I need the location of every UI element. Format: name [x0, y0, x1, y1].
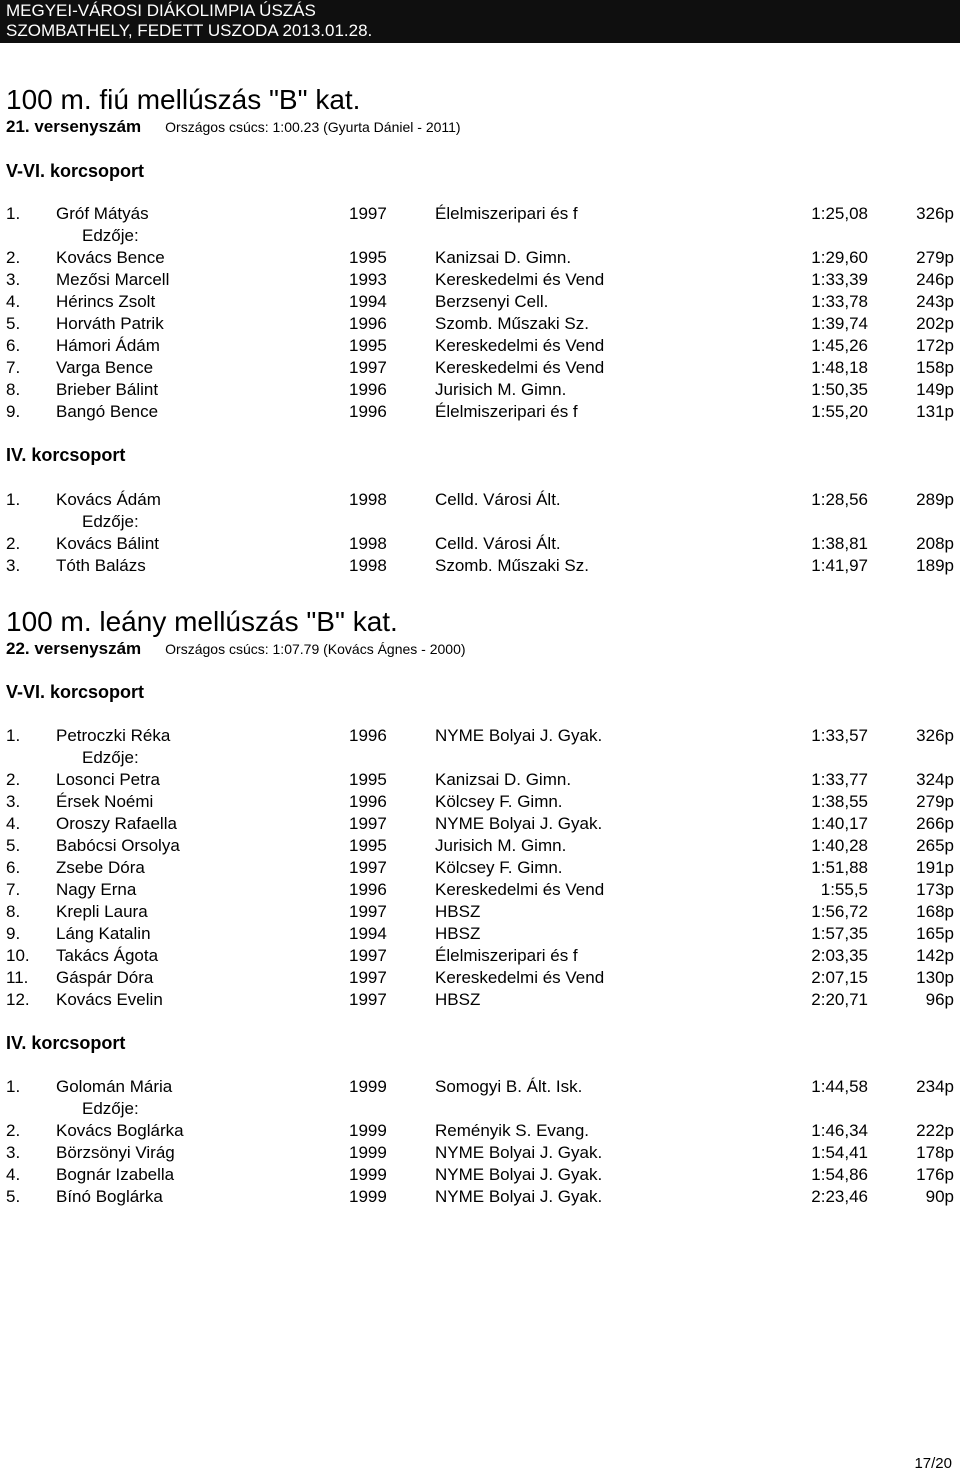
year-cell: 1995 — [349, 248, 387, 267]
time-cell: 1:54,86 — [811, 1165, 868, 1184]
event-subtitle — [6, 116, 461, 138]
result-row — [0, 725, 960, 747]
club-cell: Kölcsey F. Gimn. — [435, 858, 563, 877]
club-cell: Kölcsey F. Gimn. — [435, 792, 563, 811]
club-cell: Kereskedelmi és Vend — [435, 968, 605, 987]
year-cell: 1997 — [349, 968, 387, 987]
coach-label: Edzője: — [82, 748, 139, 767]
club-cell: Berzsenyi Cell. — [435, 292, 549, 311]
rank-cell: 8. — [6, 380, 21, 399]
club-cell: Reményik S. Evang. — [435, 1121, 590, 1140]
name-cell: Petroczki Réka — [56, 726, 171, 745]
name-cell: Bínó Boglárka — [56, 1187, 163, 1206]
club-cell: Kanizsai D. Gimn. — [435, 770, 572, 789]
year-cell: 1994 — [349, 924, 387, 943]
name-cell: Bognár Izabella — [56, 1165, 175, 1184]
name-cell: Takács Ágota — [56, 946, 159, 965]
result-row — [0, 1142, 960, 1164]
coach-label: Edzője: — [82, 1099, 139, 1118]
rank-cell: 4. — [6, 814, 21, 833]
club-cell: Kereskedelmi és Vend — [435, 358, 605, 377]
rank-cell: 1. — [6, 1077, 21, 1096]
name-cell: Krepli Laura — [56, 902, 148, 921]
rank-cell: 4. — [6, 292, 21, 311]
rank-cell: 2. — [6, 770, 21, 789]
time-cell: 1:50,35 — [811, 380, 868, 399]
name-cell: Varga Bence — [56, 358, 154, 377]
name-cell: Kovács Bálint — [56, 534, 159, 553]
rank-cell: 2. — [6, 534, 21, 553]
points-cell: 191p — [916, 858, 954, 877]
rank-cell: 5. — [6, 1187, 21, 1206]
name-cell: Érsek Noémi — [56, 792, 154, 811]
result-row — [0, 791, 960, 813]
rank-cell: 3. — [6, 556, 21, 575]
result-row — [0, 1186, 960, 1208]
name-cell: Kovács Boglárka — [56, 1121, 184, 1140]
time-cell: 1:38,81 — [811, 534, 868, 553]
club-cell: Jurisich M. Gimn. — [435, 836, 567, 855]
year-cell: 1997 — [349, 902, 387, 921]
name-cell: Hérincs Zsolt — [56, 292, 156, 311]
result-row — [0, 813, 960, 835]
club-cell: NYME Bolyai J. Gyak. — [435, 1165, 603, 1184]
event-title: 100 m. fiú mellúszás "B" kat. — [6, 84, 361, 115]
club-cell: NYME Bolyai J. Gyak. — [435, 726, 603, 745]
rank-cell: 3. — [6, 1143, 21, 1162]
result-row — [0, 555, 960, 577]
time-cell: 1:28,56 — [811, 490, 868, 509]
result-row — [0, 901, 960, 923]
time-cell: 1:38,55 — [811, 792, 868, 811]
club-cell: Kereskedelmi és Vend — [435, 880, 605, 899]
result-row — [0, 291, 960, 313]
result-row — [0, 945, 960, 967]
age-group-title: V-VI. korcsoport — [6, 682, 145, 702]
result-row — [0, 379, 960, 401]
rank-cell: 4. — [6, 1165, 21, 1184]
points-cell: 266p — [916, 814, 954, 833]
points-cell: 168p — [916, 902, 954, 921]
document-header — [0, 0, 960, 43]
year-cell: 1997 — [349, 990, 387, 1009]
time-cell: 1:56,72 — [811, 902, 868, 921]
result-row — [0, 1076, 960, 1098]
club-cell: Élelmiszeripari és f — [435, 402, 578, 421]
name-cell: Oroszy Rafaella — [56, 814, 177, 833]
year-cell: 1997 — [349, 814, 387, 833]
name-cell: Mezősi Marcell — [56, 270, 170, 289]
rank-cell: 7. — [6, 358, 21, 377]
event-number: 22. versenyszám — [6, 639, 142, 658]
club-cell: Kereskedelmi és Vend — [435, 336, 605, 355]
result-row — [0, 269, 960, 291]
year-cell: 1996 — [349, 880, 387, 899]
points-cell: 176p — [916, 1165, 954, 1184]
time-cell: 1:55,5 — [820, 880, 868, 899]
time-cell: 1:51,88 — [811, 858, 868, 877]
year-cell: 1998 — [349, 490, 387, 509]
club-cell: NYME Bolyai J. Gyak. — [435, 1187, 603, 1206]
points-cell: 243p — [916, 292, 954, 311]
points-cell: 172p — [916, 336, 954, 355]
national-record: Országos csúcs: 1:07.79 (Kovács Ágnes - 2000) — [165, 641, 466, 657]
rank-cell: 3. — [6, 270, 21, 289]
rank-cell: 12. — [6, 990, 30, 1009]
rank-cell: 1. — [6, 490, 21, 509]
result-row — [0, 857, 960, 879]
rank-cell: 6. — [6, 858, 21, 877]
national-record: Országos csúcs: 1:00.23 (Gyurta Dániel - 2011) — [165, 119, 461, 135]
age-group-title: IV. korcsoport — [6, 1033, 126, 1053]
points-cell: 222p — [916, 1121, 954, 1140]
result-row — [0, 401, 960, 423]
year-cell: 1999 — [349, 1143, 387, 1162]
points-cell: 189p — [916, 556, 954, 575]
time-cell: 2:07,15 — [811, 968, 868, 987]
club-cell: HBSZ — [435, 990, 481, 1009]
name-cell: Nagy Erna — [56, 880, 137, 899]
coach-label: Edzője: — [82, 226, 139, 245]
year-cell: 1997 — [349, 358, 387, 377]
time-cell: 1:44,58 — [811, 1077, 868, 1096]
year-cell: 1998 — [349, 556, 387, 575]
year-cell: 1994 — [349, 292, 387, 311]
rank-cell: 3. — [6, 792, 21, 811]
time-cell: 1:40,17 — [811, 814, 868, 833]
event-subtitle — [6, 638, 466, 660]
time-cell: 1:39,74 — [811, 314, 868, 333]
rank-cell: 9. — [6, 924, 21, 943]
time-cell: 1:33,39 — [811, 270, 868, 289]
time-cell: 1:55,20 — [811, 402, 868, 421]
points-cell: 202p — [916, 314, 954, 333]
header-venue-date: SZOMBATHELY, FEDETT USZODA 2013.01.28. — [6, 21, 373, 40]
time-cell: 1:57,35 — [811, 924, 868, 943]
rank-cell: 7. — [6, 880, 21, 899]
name-cell: Zsebe Dóra — [56, 858, 145, 877]
year-cell: 1999 — [349, 1077, 387, 1096]
result-row — [0, 769, 960, 791]
rank-cell: 5. — [6, 314, 21, 333]
club-cell: Élelmiszeripari és f — [435, 204, 578, 223]
name-cell: Gáspár Dóra — [56, 968, 154, 987]
name-cell: Kovács Evelin — [56, 990, 163, 1009]
rank-cell: 1. — [6, 204, 21, 223]
year-cell: 1999 — [349, 1187, 387, 1206]
time-cell: 1:46,34 — [811, 1121, 868, 1140]
rank-cell: 5. — [6, 836, 21, 855]
result-row — [0, 357, 960, 379]
name-cell: Golomán Mária — [56, 1077, 173, 1096]
time-cell: 1:48,18 — [811, 358, 868, 377]
club-cell: Kanizsai D. Gimn. — [435, 248, 572, 267]
time-cell: 1:54,41 — [811, 1143, 868, 1162]
points-cell: 324p — [916, 770, 954, 789]
club-cell: NYME Bolyai J. Gyak. — [435, 1143, 603, 1162]
year-cell: 1993 — [349, 270, 387, 289]
rank-cell: 2. — [6, 248, 21, 267]
points-cell: 149p — [916, 380, 954, 399]
points-cell: 90p — [925, 1187, 954, 1206]
club-cell: NYME Bolyai J. Gyak. — [435, 814, 603, 833]
year-cell: 1997 — [349, 204, 387, 223]
points-cell: 131p — [916, 402, 954, 421]
year-cell: 1999 — [349, 1121, 387, 1140]
year-cell: 1996 — [349, 726, 387, 745]
club-cell: Szomb. Műszaki Sz. — [435, 556, 589, 575]
year-cell: 1997 — [349, 858, 387, 877]
points-cell: 173p — [916, 880, 954, 899]
club-cell: Kereskedelmi és Vend — [435, 270, 605, 289]
year-cell: 1995 — [349, 836, 387, 855]
time-cell: 2:20,71 — [811, 990, 868, 1009]
year-cell: 1996 — [349, 402, 387, 421]
time-cell: 1:41,97 — [811, 556, 868, 575]
result-row — [0, 533, 960, 555]
age-group-title: IV. korcsoport — [6, 445, 126, 465]
points-cell: 158p — [916, 358, 954, 377]
year-cell: 1995 — [349, 336, 387, 355]
rank-cell: 8. — [6, 902, 21, 921]
result-row — [0, 923, 960, 945]
name-cell: Losonci Petra — [56, 770, 160, 789]
age-group-title: V-VI. korcsoport — [6, 161, 145, 181]
points-cell: 178p — [916, 1143, 954, 1162]
name-cell: Tóth Balázs — [56, 556, 146, 575]
time-cell: 1:45,26 — [811, 336, 868, 355]
result-row — [0, 879, 960, 901]
time-cell: 2:23,46 — [811, 1187, 868, 1206]
page-number: 17/20 — [914, 1455, 952, 1472]
time-cell: 1:40,28 — [811, 836, 868, 855]
year-cell: 1998 — [349, 534, 387, 553]
name-cell: Brieber Bálint — [56, 380, 159, 399]
name-cell: Horváth Patrik — [56, 314, 164, 333]
points-cell: 289p — [916, 490, 954, 509]
points-cell: 246p — [916, 270, 954, 289]
result-row — [0, 247, 960, 269]
year-cell: 1996 — [349, 314, 387, 333]
name-cell: Hámori Ádám — [56, 336, 160, 355]
time-cell: 1:33,77 — [811, 770, 868, 789]
result-row — [0, 335, 960, 357]
result-row — [0, 989, 960, 1011]
coach-label: Edzője: — [82, 512, 139, 531]
time-cell: 2:03,35 — [811, 946, 868, 965]
club-cell: HBSZ — [435, 902, 481, 921]
result-row — [0, 1164, 960, 1186]
club-cell: Somogyi B. Ált. Isk. — [435, 1077, 583, 1096]
header-competition-title: MEGYEI-VÁROSI DIÁKOLIMPIA ÚSZÁS — [6, 1, 316, 20]
name-cell: Kovács Ádám — [56, 490, 161, 509]
points-cell: 279p — [916, 248, 954, 267]
result-row — [0, 835, 960, 857]
event-number: 21. versenyszám — [6, 117, 142, 136]
club-cell: Celld. Városi Ált. — [435, 490, 561, 509]
name-cell: Gróf Mátyás — [56, 204, 149, 223]
year-cell: 1997 — [349, 946, 387, 965]
club-cell: Szomb. Műszaki Sz. — [435, 314, 589, 333]
result-row — [0, 1120, 960, 1142]
rank-cell: 11. — [6, 968, 29, 987]
points-cell: 326p — [916, 204, 954, 223]
year-cell: 1996 — [349, 380, 387, 399]
year-cell: 1996 — [349, 792, 387, 811]
result-row — [0, 967, 960, 989]
time-cell: 1:25,08 — [811, 204, 868, 223]
rank-cell: 9. — [6, 402, 21, 421]
year-cell: 1995 — [349, 770, 387, 789]
points-cell: 279p — [916, 792, 954, 811]
rank-cell: 6. — [6, 336, 21, 355]
points-cell: 234p — [916, 1077, 954, 1096]
points-cell: 265p — [916, 836, 954, 855]
name-cell: Láng Katalin — [56, 924, 151, 943]
points-cell: 165p — [916, 924, 954, 943]
name-cell: Babócsi Orsolya — [56, 836, 180, 855]
rank-cell: 10. — [6, 946, 30, 965]
club-cell: Celld. Városi Ált. — [435, 534, 561, 553]
points-cell: 326p — [916, 726, 954, 745]
name-cell: Börzsönyi Virág — [56, 1143, 175, 1162]
club-cell: HBSZ — [435, 924, 481, 943]
result-row — [0, 313, 960, 335]
event-title: 100 m. leány mellúszás "B" kat. — [6, 606, 398, 637]
result-row — [0, 203, 960, 225]
rank-cell: 2. — [6, 1121, 21, 1140]
year-cell: 1999 — [349, 1165, 387, 1184]
time-cell: 1:33,78 — [811, 292, 868, 311]
result-row — [0, 489, 960, 511]
club-cell: Élelmiszeripari és f — [435, 946, 578, 965]
club-cell: Jurisich M. Gimn. — [435, 380, 567, 399]
name-cell: Kovács Bence — [56, 248, 165, 267]
name-cell: Bangó Bence — [56, 402, 159, 421]
points-cell: 208p — [916, 534, 954, 553]
time-cell: 1:33,57 — [811, 726, 868, 745]
points-cell: 142p — [916, 946, 954, 965]
time-cell: 1:29,60 — [811, 248, 868, 267]
points-cell: 130p — [916, 968, 954, 987]
points-cell: 96p — [925, 990, 954, 1009]
rank-cell: 1. — [6, 726, 21, 745]
